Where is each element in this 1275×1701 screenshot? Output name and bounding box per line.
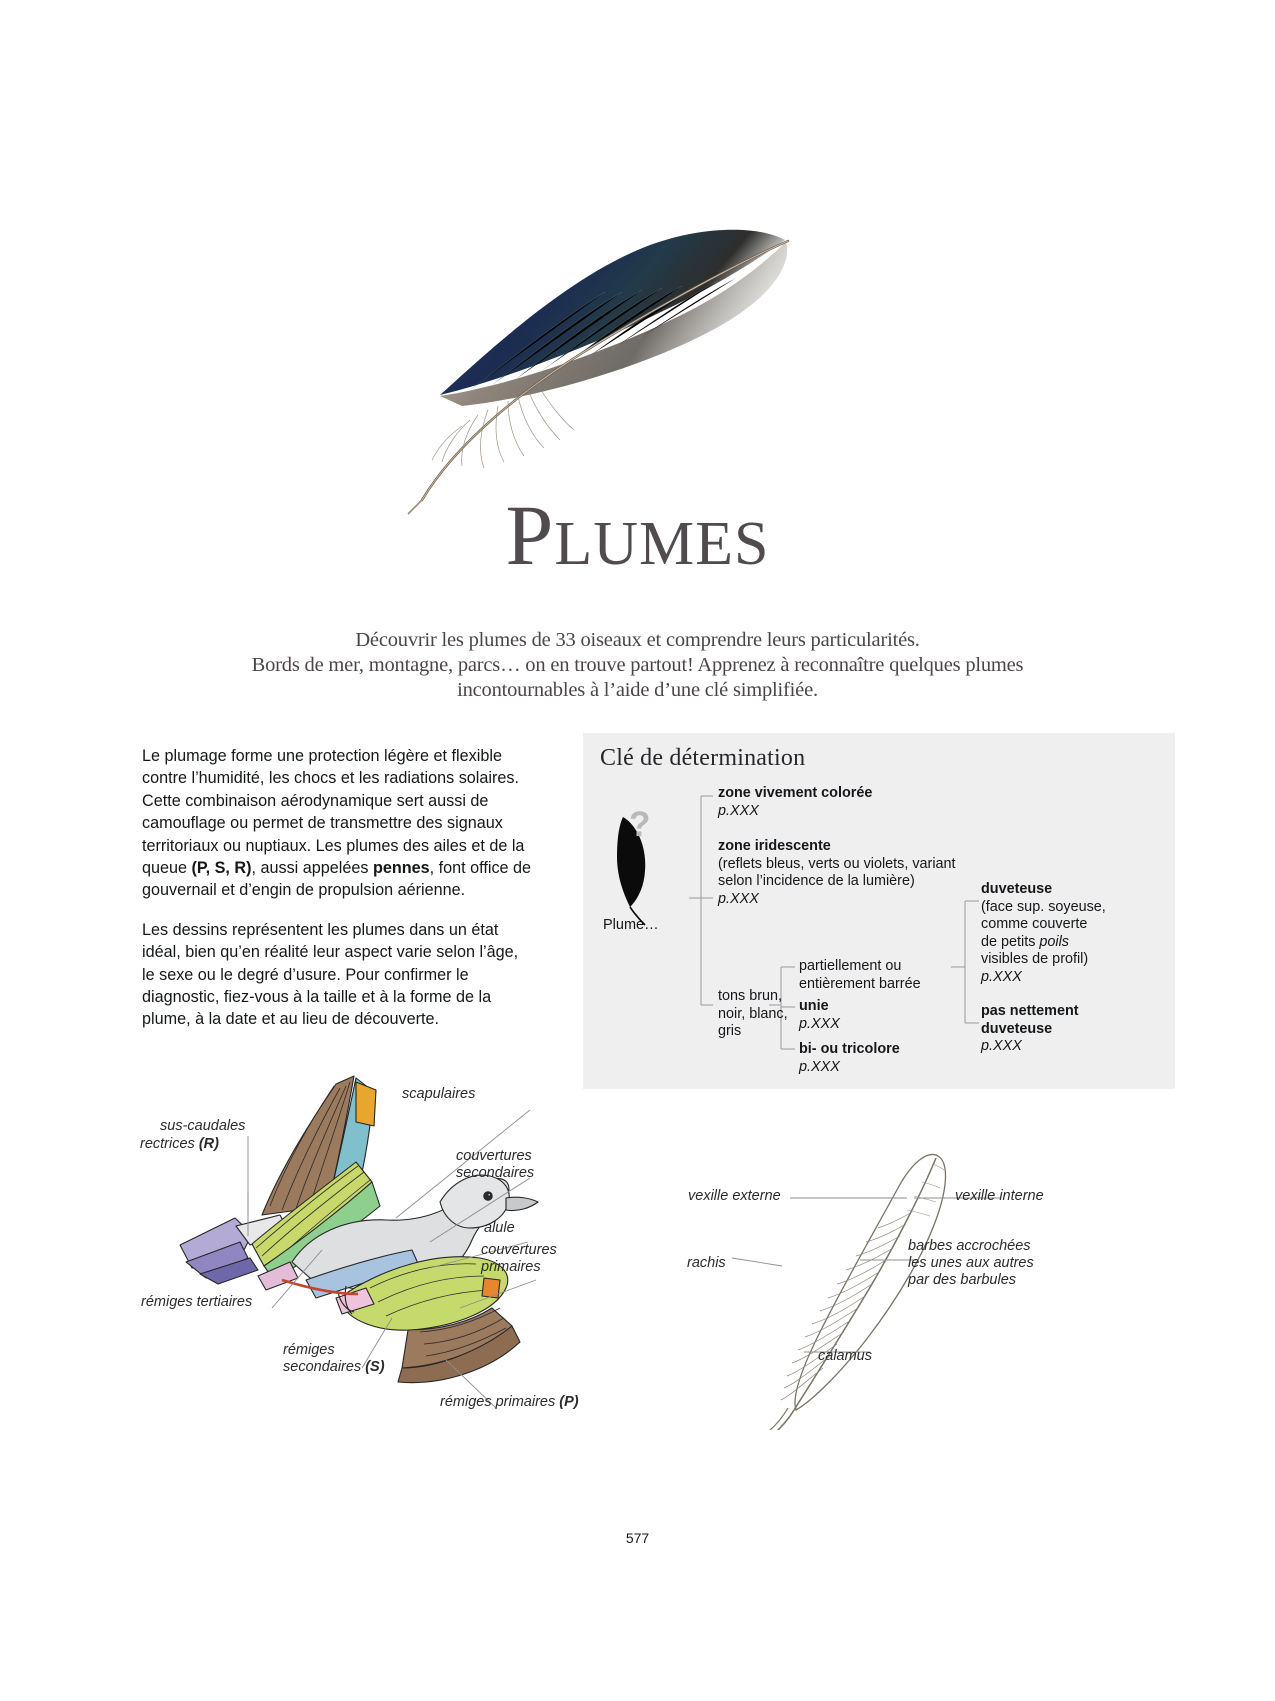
hero-feather-illustration	[400, 200, 860, 520]
bird-label-remiges-secondaires	[283, 1342, 385, 1376]
bird-label-rectrices	[140, 1136, 219, 1153]
p1-part-5: , font office de gouvernail et d’engin de propulsion aérienne.	[142, 859, 532, 900]
key-node-page-ref: p.XXX	[981, 1038, 1022, 1054]
subtitle-line-1: Découvrir les plumes de 33 oiseaux et comprendre leurs particularités.	[355, 629, 920, 651]
bird-label-remiges-secondaires-code: (S)	[365, 1359, 385, 1375]
bird-label-remiges-tertiaires: rémiges tertiaires	[141, 1294, 253, 1310]
key-node-detail-line-1: (face sup. soyeuse,	[981, 898, 1106, 915]
bird-label-remiges-secondaires-line2	[283, 1359, 385, 1376]
key-node-heading-line-3: gris	[718, 1023, 742, 1039]
bird-label-remiges-primaires-text: rémiges primaires	[440, 1394, 560, 1410]
anatomy-label-vexille-externe: vexille externe	[688, 1188, 781, 1204]
bird-label-couvertures-primaires	[481, 1242, 557, 1276]
key-node-detail-line-1: (reflets bleus, verts ou violets, variant	[718, 855, 956, 872]
key-node-heading-line-2: duveteuse	[981, 1020, 1053, 1037]
intro-text-column	[142, 745, 534, 1048]
p1-part-3: , aussi appelées	[251, 859, 373, 878]
key-node-page-ref: p.XXX	[718, 890, 759, 907]
page-number: 577	[625, 1530, 650, 1546]
key-node-bi-ou-tricolore	[799, 1041, 979, 1076]
key-node-detail-line-3: de petits poils	[981, 933, 1070, 950]
bird-label-remiges-primaires-code: (P)	[559, 1394, 579, 1410]
anatomy-label-barbes-line1: barbes accrochées	[908, 1238, 1031, 1254]
question-mark-icon: ?	[629, 805, 651, 844]
bird-label-couvertures-primaires-line2: primaires	[481, 1259, 541, 1275]
key-node-detail-line-4: visibles de profil)	[981, 951, 1089, 967]
anatomy-label-barbes-line3: par des barbules	[908, 1272, 1017, 1288]
determination-key-box	[583, 733, 1175, 1089]
page-title-initial: P	[505, 487, 555, 583]
bird-label-sus-caudales: sus-caudales	[160, 1118, 246, 1134]
feather-anatomy-leader-lines	[660, 1120, 1140, 1430]
key-node-heading: zone vivement colorée	[718, 785, 873, 801]
intro-paragraph-1	[142, 745, 534, 902]
key-node-heading: unie	[799, 998, 829, 1014]
key-root-label: Plume…	[603, 917, 659, 933]
p1-part-1: Le plumage forme une protection légère et flexible contre l’humidité, les chocs et les radiations solaires. Cette combinaison aérodynamique sert aussi de camouflage ou permet de transmettre des signaux territoriaux ou nuptiaux. Les plumes des ailes et de la queue	[142, 747, 525, 878]
key-node-heading: duveteuse	[981, 881, 1053, 897]
anatomy-label-barbes	[908, 1238, 1034, 1289]
key-node-heading-line-1: tons brun,	[718, 988, 782, 1004]
intro-paragraph-2: Les dessins représentent les plumes dans un état idéal, bien qu’en réalité leur aspect varie selon l’âge, le sexe ou le degré d’usure. Pour confirmer le diagnostic, fiez-vous à la taille et à la forme de la plume, à la date et au lieu de découverte.	[142, 920, 519, 1029]
key-node-partiellement-barree	[799, 958, 969, 993]
bird-label-couvertures-secondaires	[456, 1148, 534, 1182]
bird-label-remiges-secondaires-text: secondaires	[283, 1359, 366, 1375]
key-node-page-ref: p.XXX	[718, 802, 759, 819]
key-node-heading-line-1: partiellement ou	[799, 958, 902, 974]
key-node-heading: zone iridescente	[718, 838, 831, 854]
bird-label-alule: alule	[484, 1220, 515, 1236]
key-node-detail-line-2: selon l’incidence de la lumière)	[718, 873, 915, 889]
subtitle-line-3: incontournables à l’aide d’une clé simplifiée.	[457, 679, 818, 701]
key-node-page-ref: p.XXX	[799, 1015, 840, 1032]
key-node-heading-line-2: entièrement barrée	[799, 975, 921, 992]
key-node-heading: bi- ou tricolore	[799, 1041, 900, 1057]
anatomy-label-vexille-interne: vexille interne	[955, 1188, 1044, 1204]
bird-label-scapulaires: scapulaires	[402, 1086, 476, 1102]
bird-label-couvertures-secondaires-line1: couvertures	[456, 1148, 532, 1164]
bird-label-remiges-primaires	[440, 1394, 579, 1411]
bird-label-remiges-secondaires-line1: rémiges	[283, 1342, 335, 1358]
key-node-page-ref: p.XXX	[799, 1058, 840, 1075]
page-subtitle	[155, 628, 1120, 703]
key-node-detail-line-2: comme couverte	[981, 916, 1088, 932]
p1-pennes-term: pennes	[372, 859, 430, 878]
key-node-italic-term: poils	[1039, 933, 1070, 950]
subtitle-line-2: Bords de mer, montagne, parcs… on en trouve partout! Apprenez à reconnaître quelques plumes	[251, 654, 1024, 676]
bird-label-rectrices-code: (R)	[198, 1136, 219, 1152]
anatomy-label-calamus: calamus	[818, 1348, 872, 1364]
key-node-duveteuse	[981, 881, 1171, 986]
bird-label-couvertures-primaires-line1: couvertures	[481, 1242, 557, 1258]
anatomy-label-barbes-line2: les unes aux autres	[908, 1255, 1034, 1271]
anatomy-label-rachis: rachis	[687, 1255, 726, 1271]
p1-psr-code: (P, S, R)	[191, 859, 252, 878]
page-title	[0, 487, 1275, 583]
determination-key-title: Clé de détermination	[600, 745, 806, 771]
key-node-heading-line-1: pas nettement	[981, 1003, 1079, 1019]
bird-label-couvertures-secondaires-line2: secondaires	[456, 1165, 535, 1181]
page-title-rest: LUMES	[554, 510, 770, 578]
key-node-pas-nettement-duveteuse	[981, 1003, 1171, 1056]
key-node-zone-vivement-coloree	[718, 785, 1018, 820]
bird-label-rectrices-text: rectrices	[140, 1136, 199, 1152]
key-node-unie	[799, 998, 959, 1033]
key-node-page-ref: p.XXX	[981, 968, 1022, 985]
key-node-heading-line-2: noir, blanc,	[718, 1005, 788, 1022]
